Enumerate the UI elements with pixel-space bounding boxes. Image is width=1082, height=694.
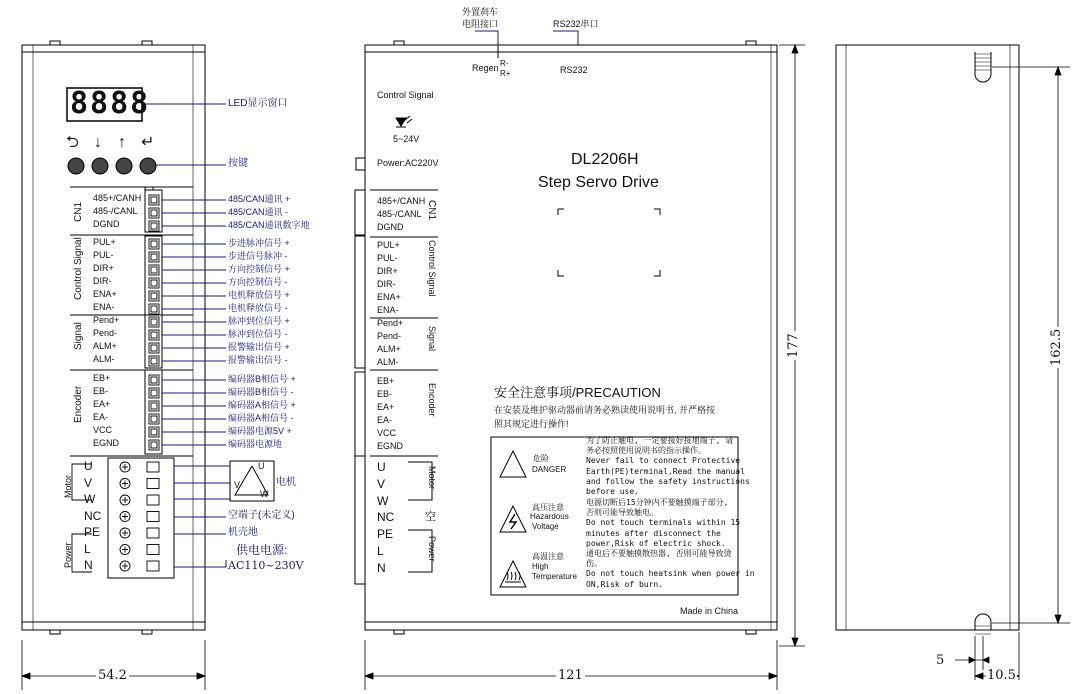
front-pin-label: Pend+ xyxy=(377,318,404,328)
key-up-icon: ↑ xyxy=(118,134,126,151)
front-pin-label: EA- xyxy=(377,415,393,425)
key-down-icon: ↓ xyxy=(94,134,102,151)
left-pin-label: ENA+ xyxy=(93,289,117,299)
front-pin-label: EB- xyxy=(377,389,393,399)
callout-motor: 电机 xyxy=(276,477,296,488)
front-r-plus: R+ xyxy=(500,69,511,78)
left-motor-label: Motor xyxy=(63,474,73,498)
front-pin-label: EB+ xyxy=(377,376,395,386)
warning-text-line: Do not touch terminals within 15 xyxy=(586,518,741,528)
left-pin-label: EA- xyxy=(93,412,109,422)
precaution-title: 安全注意事项/PRECAUTION xyxy=(494,385,661,400)
left-pin-label: V xyxy=(84,475,93,490)
front-pin-label: U xyxy=(377,460,386,474)
side-dim-10-5: 10.5 xyxy=(987,668,1016,683)
key-enter-icon: ↵ xyxy=(141,134,155,151)
front-pin-label: VCC xyxy=(377,428,397,438)
left-pin-label: W xyxy=(84,492,96,506)
front-pin-label: NC xyxy=(377,510,395,525)
ht-en1: High xyxy=(532,562,549,571)
callout-led: LED显示窗口 xyxy=(228,98,288,109)
ht-cn: 高温注意 xyxy=(532,552,564,561)
warning-text-line: 电源切断后15分钟内不要触摸端子部分, xyxy=(586,498,729,507)
made-in-china: Made in China xyxy=(680,606,739,616)
callout-control-label: 步进脉冲信号 + xyxy=(228,238,290,248)
front-r-minus: R- xyxy=(500,59,509,68)
left-control-signal-label: Control Signal xyxy=(73,237,84,300)
callout-cn1-label: 485/CAN通讯数字地 xyxy=(228,220,310,230)
left-pin-label: DGND xyxy=(93,219,120,229)
callout-signal-label: 报警输出信号 + xyxy=(228,342,290,352)
top-rs232-label: RS232串口 xyxy=(553,19,599,29)
left-pin-label: PE xyxy=(84,525,101,539)
front-motor-label: Motor xyxy=(427,466,437,490)
front-pin-label: N xyxy=(377,560,386,575)
left-pin-label: Pend- xyxy=(93,328,118,338)
front-regen: Regen xyxy=(472,63,499,73)
front-pin-label: 485-/CANL xyxy=(377,209,422,219)
motor-tri-u: U xyxy=(258,461,265,471)
danger-cn: 危险 xyxy=(533,454,549,463)
danger-en: DANGER xyxy=(532,465,567,474)
front-pin-label: DGND xyxy=(377,222,404,232)
callout-control-label: 电机释放信号 + xyxy=(228,290,290,300)
warning-text-line: minutes after disconnect the xyxy=(586,528,721,538)
front-pin-label: ALM- xyxy=(377,357,399,367)
callout-control-label: 步进信号脉冲 - xyxy=(228,251,288,261)
callout-control-label: 方向控制信号 + xyxy=(228,264,290,274)
front-pin-label: ENA+ xyxy=(377,292,401,302)
front-pin-label: DIR+ xyxy=(377,266,398,276)
warning-text-line: and follow the safety instructions xyxy=(586,476,750,486)
side-dim-5: 5 xyxy=(936,653,945,668)
front-pin-label: ENA- xyxy=(377,305,399,315)
left-pin-label: N xyxy=(84,558,93,572)
front-encoder-label: Encoder xyxy=(427,383,437,417)
top-brake-label-1: 外置刹车 xyxy=(462,7,499,17)
hv-en2: Voltage xyxy=(532,522,559,531)
left-pin-label: ALM+ xyxy=(93,341,117,351)
front-height-dim-label: 177 xyxy=(786,333,801,358)
front-pin-label: ALM+ xyxy=(377,344,401,354)
front-pin-label: PUL+ xyxy=(377,240,400,250)
front-pin-label: L xyxy=(377,544,384,558)
front-pin-label: W xyxy=(377,493,389,508)
warning-text-line: 务必按照使用说明书的指示操作。 xyxy=(586,446,706,456)
front-pin-label: EGND xyxy=(377,441,404,451)
callout-power-range: AC110~230V xyxy=(228,559,304,572)
left-pin-label: EGND xyxy=(93,438,120,448)
warning-text-line: 为了防止触电, 一定要接好接地端子, 请 xyxy=(586,436,734,445)
callout-encoder-label: 编码器电源地 xyxy=(228,439,283,449)
callout-nc: 空端子(未定义) xyxy=(228,510,295,521)
left-power-label: Power xyxy=(63,542,73,568)
left-pin-label: PUL- xyxy=(93,250,114,260)
front-rs232: RS232 xyxy=(560,65,588,75)
front-control-signal-label: Control Signal xyxy=(427,240,437,297)
precaution-intro-2: 照其规定进行操作! xyxy=(494,419,569,429)
left-pin-label: VCC xyxy=(93,425,113,435)
left-pin-label: Pend+ xyxy=(93,315,120,325)
front-width-dim-label: 121 xyxy=(558,668,583,683)
front-power-rating: Power:AC220V xyxy=(377,158,439,168)
warning-text-line: Do not touch heatsink when power in xyxy=(586,569,755,579)
front-pin-label: Pend- xyxy=(377,331,402,341)
model-name: DL2206H xyxy=(571,151,639,168)
motor-tri-v: V xyxy=(234,480,241,490)
warning-text-line: 通电后不要触摸散热器, 否则可能导致烫 xyxy=(586,549,732,558)
callout-encoder-label: 编码器A相信号 - xyxy=(228,413,294,423)
callout-signal-label: 脉冲到位信号 + xyxy=(228,316,290,326)
callout-signal-label: 脉冲到位信号 - xyxy=(228,329,288,339)
left-pin-label: U xyxy=(84,459,93,473)
callout-signal-label: 报警输出信号 - xyxy=(228,355,288,365)
led-digits: 8888 xyxy=(70,86,151,121)
front-pin-label: PUL- xyxy=(377,253,398,263)
callout-cn1-label: 485/CAN通讯 - xyxy=(228,207,289,217)
front-pin-label: EA+ xyxy=(377,402,395,412)
left-pin-label: ALM- xyxy=(93,354,115,364)
left-pin-label: ENA- xyxy=(93,302,115,312)
callout-control-label: 电机释放信号 - xyxy=(228,303,288,313)
callout-encoder-label: 编码器B相信号 - xyxy=(228,387,294,397)
top-brake-label-2: 电阻接口 xyxy=(462,19,499,29)
warning-text-line: power,Risk of electric shock. xyxy=(586,538,726,548)
callout-encoder-label: 编码器A相信号 + xyxy=(228,400,296,410)
front-cn1-label: CN1 xyxy=(426,200,437,221)
left-pin-label: L xyxy=(84,541,91,556)
front-control-signal: Control Signal xyxy=(377,90,434,100)
left-pin-label: NC xyxy=(84,508,102,523)
left-encoder-label: Encoder xyxy=(73,385,84,423)
hv-en1: Hazardous xyxy=(530,512,569,521)
front-power-label: Power xyxy=(427,536,437,562)
hv-cn: 高压注意 xyxy=(532,503,564,512)
front-voltage: 5~24V xyxy=(393,134,420,144)
product-name: Step Servo Drive xyxy=(538,174,659,191)
callout-encoder-label: 编码器B相信号 + xyxy=(228,374,296,384)
callout-control-label: 方向控制信号 - xyxy=(228,277,288,287)
warning-text-line: Never fail to connect Protective xyxy=(586,456,741,466)
warning-text-line: 否则可能导致触电。 xyxy=(586,508,658,518)
ht-en2: Temperature xyxy=(532,572,577,581)
side-height-dim-label: 162.5 xyxy=(1049,328,1064,366)
front-pin-label: PE xyxy=(377,527,394,542)
callout-pe: 机壳地 xyxy=(228,527,258,538)
callout-encoder-label: 编码器电源5V + xyxy=(228,426,292,436)
front-pin-label: V xyxy=(377,476,386,491)
callout-cn1-label: 485/CAN通讯 + xyxy=(228,194,291,204)
left-pin-label: DIR- xyxy=(93,276,112,286)
warning-text-line: ON,Risk of burn. xyxy=(586,579,664,589)
left-pin-label: EB+ xyxy=(93,373,111,383)
left-pin-label: EA+ xyxy=(93,399,111,409)
warning-text-line: Earth(PE)terminal,Read the manual xyxy=(586,466,745,476)
front-pin-label: 485+/CANH xyxy=(377,196,426,206)
precaution-intro-1: 在安装及维护驱动器前请务必熟读使用说明书, 并严格按 xyxy=(494,405,716,415)
front-signal-label: Signal xyxy=(427,326,437,352)
front-pin-label: DIR- xyxy=(377,279,396,289)
left-pin-label: 485-/CANL xyxy=(93,206,138,216)
warning-text-line: 伤。 xyxy=(586,559,602,569)
left-pin-label: DIR+ xyxy=(93,263,114,273)
motor-tri-w: W xyxy=(260,489,269,499)
callout-power-title: 供电电源: xyxy=(236,543,288,557)
front-nc-kong: 空 xyxy=(425,511,436,523)
left-cn1-label: CN1 xyxy=(73,201,84,222)
left-signal-label: Signal xyxy=(73,322,84,350)
key-back-icon: ⮌ xyxy=(66,134,79,151)
left-pin-label: PUL+ xyxy=(93,237,116,247)
left-pin-label: EB- xyxy=(93,386,109,396)
left-width-dim-label: 54.2 xyxy=(98,668,127,683)
warning-text-line: before use. xyxy=(586,487,639,496)
callout-keys: 按键 xyxy=(228,158,248,169)
left-pin-label: 485+/CANH xyxy=(93,193,142,203)
